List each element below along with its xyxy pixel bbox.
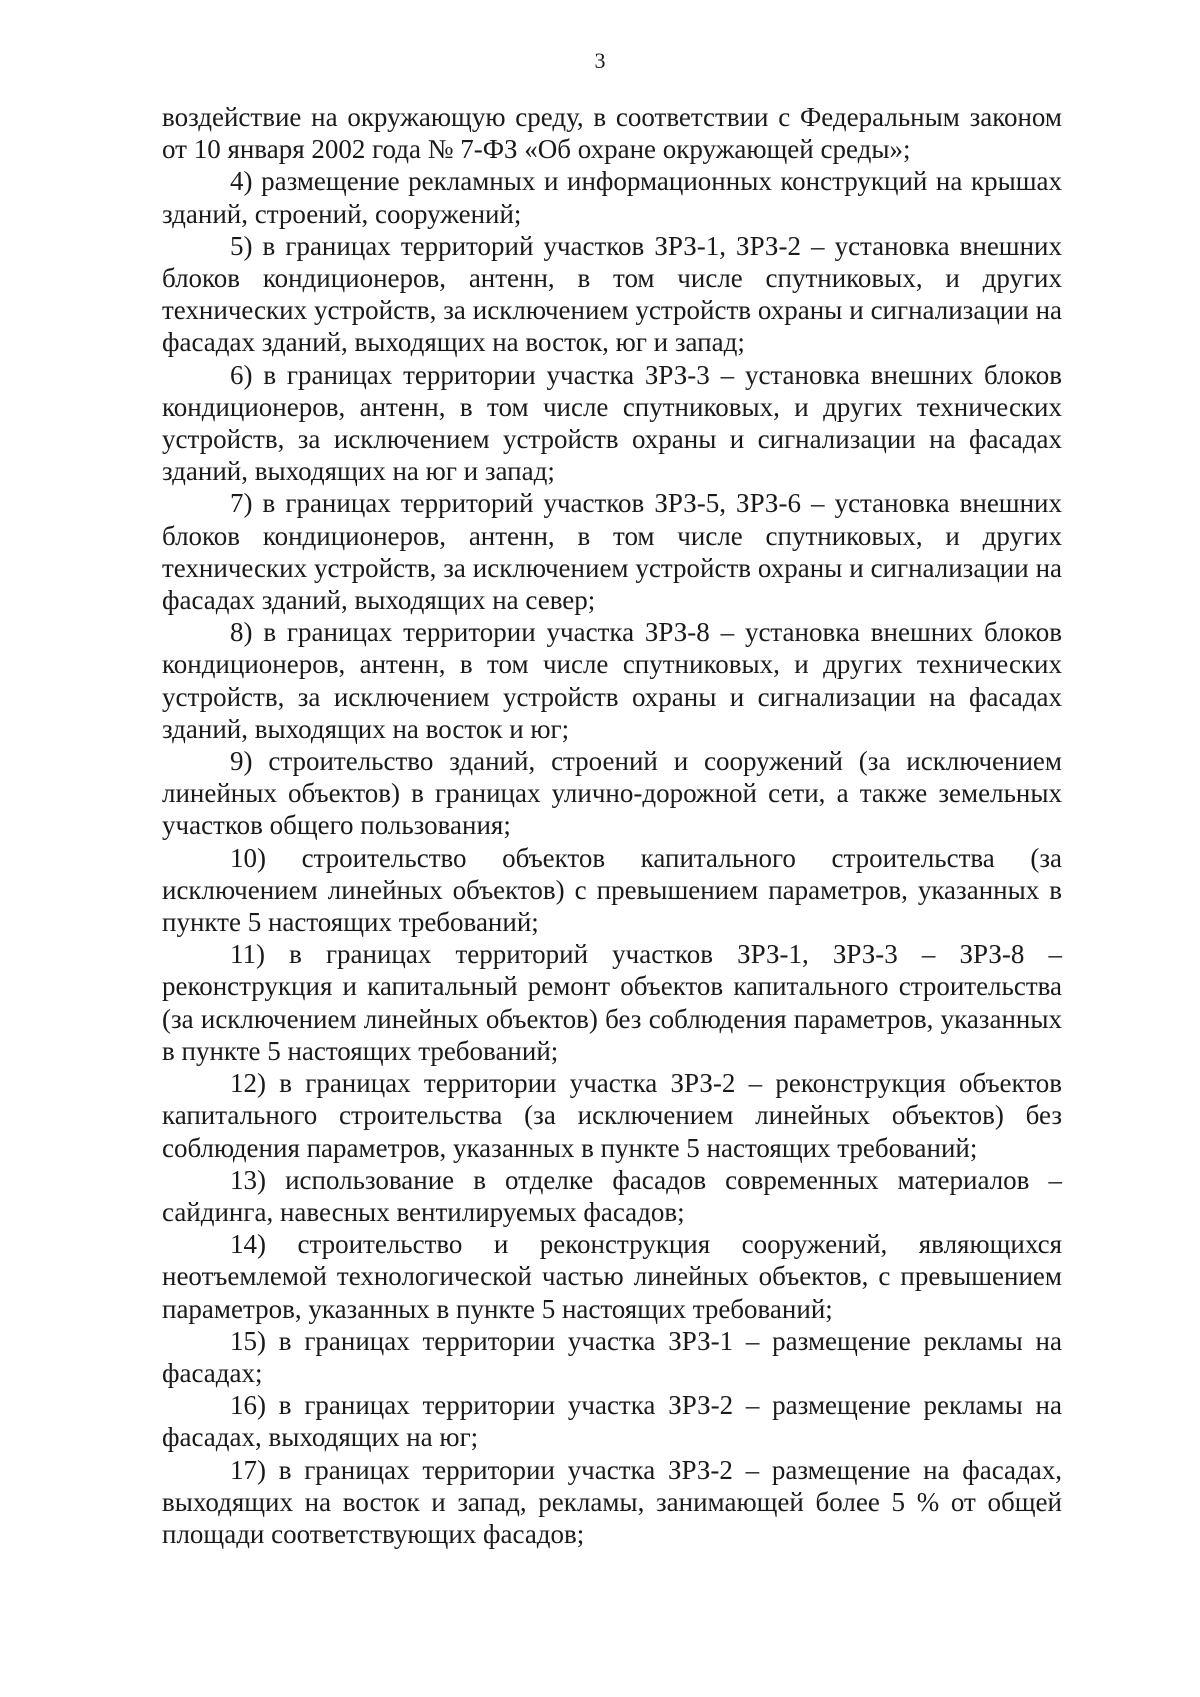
list-item-14: 14) строительство и реконструкция сооружений, являющихся неотъемлемой технологической частью линейных объектов, с превышением параметров, указанных в пункте 5 настоящих требований; [162, 1229, 1062, 1324]
page-number: 3 [594, 48, 606, 73]
list-item-6: 6) в границах территории участка ЗРЗ-3 – установка внешних блоков кондиционеров, антенн, в том числе спутниковых, и других технических устройств, за исключением устройств охраны и сигнализации на фасадах зданий, выходящих на юг и запад; [162, 359, 1062, 487]
list-item-17: 17) в границах территории участка ЗРЗ-2 – размещение на фасадах, выходящих на восток и запад, рекламы, занимающей более 5 % от общей площади соответствующих фасадов; [162, 1454, 1062, 1549]
list-item-9: 9) строительство зданий, строений и сооружений (за исключением линейных объектов) в границах улично-дорожной сети, а также земельных участков общего пользования; [162, 746, 1062, 841]
list-item-13: 13) использование в отделке фасадов современных материалов – сайдинга, навесных вентилируемых фасадов; [162, 1164, 1062, 1227]
paragraph-continuation: воздействие на окружающую среду, в соответствии с Федеральным законом от 10 января 2002 года № 7-ФЗ «Об охране окружающей среды»; [162, 102, 1062, 165]
document-body [162, 101, 1062, 1550]
list-item-4: 4) размещение рекламных и информационных конструкций на крышах зданий, строений, сооружений; [162, 166, 1062, 229]
list-item-8: 8) в границах территории участка ЗРЗ-8 – установка внешних блоков кондиционеров, антенн, в том числе спутниковых, и других технических устройств, за исключением устройств охраны и сигнализации на фасадах зданий, выходящих на восток и юг; [162, 617, 1062, 744]
list-item-11: 11) в границах территорий участков ЗРЗ-1, ЗРЗ-3 – ЗРЗ-8 – реконструкция и капитальный ремонт объектов капитального строительства (за исключением линейных объектов) без соблюдения параметров, указанных в пункте 5 настоящих требований; [162, 939, 1062, 1066]
list-item-12: 12) в границах территории участка ЗРЗ-2 – реконструкция объектов капитального строительства (за исключением линейных объектов) без соблюдения параметров, указанных в пункте 5 настоящих требований; [162, 1068, 1062, 1163]
list-item-7: 7) в границах территорий участков ЗРЗ-5, ЗРЗ-6 – установка внешних блоков кондиционеров, антенн, в том числе спутниковых, и других технических устройств, за исключением устройств охраны и сигнализации на фасадах зданий, выходящих на север; [162, 488, 1062, 616]
list-item-10: 10) строительство объектов капитального строительства (за исключением линейных объектов) с превышением параметров, указанных в пункте 5 настоящих требований; [162, 842, 1062, 938]
list-item-15: 15) в границах территории участка ЗРЗ-1 – размещение рекламы на фасадах; [162, 1325, 1062, 1388]
list-item-16: 16) в границах территории участка ЗРЗ-2 – размещение рекламы на фасадах, выходящих на юг; [162, 1390, 1062, 1453]
list-item-5: 5) в границах территорий участков ЗРЗ-1, ЗРЗ-2 – установка внешних блоков кондиционеров, антенн, в том числе спутниковых, и других технических устройств, за исключением устройств охраны и сигнализации на фасадах зданий, выходящих на восток, юг и запад; [162, 230, 1062, 358]
